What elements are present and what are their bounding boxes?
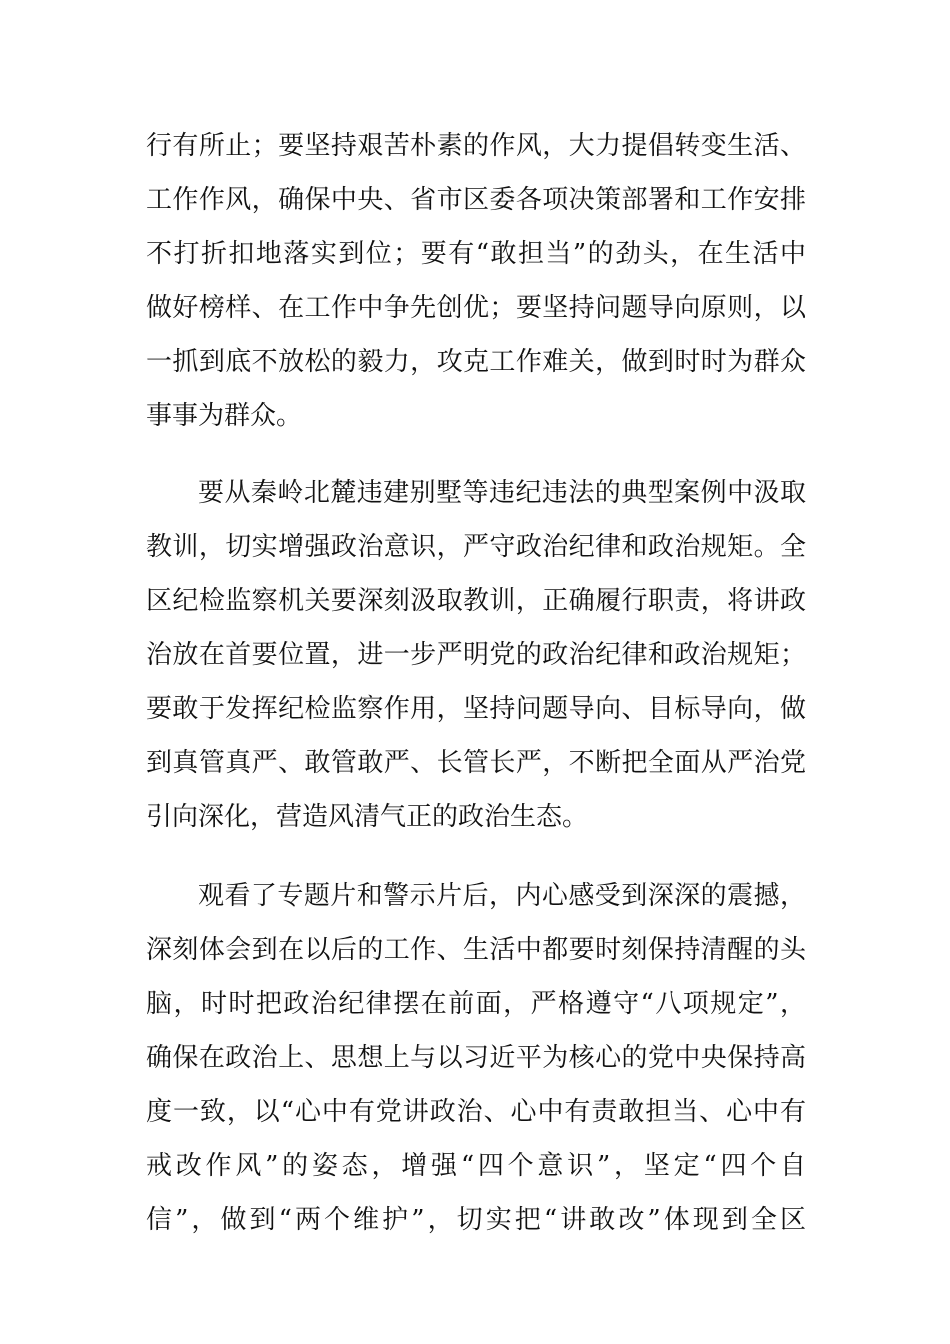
- text-line: 引向深化，营造风清气正的政治生态。: [146, 802, 589, 832]
- text-line: 要从秦岭北麓违建别墅等违纪违法的典型案例中汲取: [198, 478, 806, 508]
- text-line: 观看了专题片和警示片后，内心感受到深深的震撼，: [198, 881, 806, 911]
- text-line: 信”，做到“两个维护”，切实把“讲敢改”体现到全区: [146, 1205, 806, 1235]
- text-line: 要敢于发挥纪检监察作用，坚持问题导向、目标导向，做: [146, 694, 806, 724]
- paragraph-3: [146, 869, 806, 1247]
- text-line: 行有所止；要坚持艰苦朴素的作风，大力提倡转变生活、: [146, 131, 806, 161]
- text-line: 事事为群众。: [146, 401, 303, 431]
- text-line: 做好榜样、在工作中争先创优；要坚持问题导向原则，以: [146, 293, 806, 323]
- text-line: 治放在首要位置，进一步严明党的政治纪律和政治规矩；: [146, 640, 806, 670]
- text-line: 深刻体会到在以后的工作、生活中都要时刻保持清醒的头: [146, 935, 806, 965]
- text-line: 度一致，以“心中有党讲政治、心中有责敢担当、心中有: [146, 1097, 806, 1127]
- paragraph-1: [146, 119, 806, 443]
- text-line: 脑，时时把政治纪律摆在前面，严格遵守“八项规定”，: [146, 989, 806, 1019]
- text-line: 戒改作风”的姿态，增强“四个意识”，坚定“四个自: [146, 1151, 806, 1181]
- text-line: 一抓到底不放松的毅力，攻克工作难关，做到时时为群众: [146, 347, 806, 377]
- text-line: 区纪检监察机关要深刻汲取教训，正确履行职责，将讲政: [146, 586, 806, 616]
- text-line: 不打折扣地落实到位；要有“敢担当”的劲头，在生活中: [146, 239, 806, 269]
- paragraph-2: [146, 466, 806, 844]
- text-line: 教训，切实增强政治意识，严守政治纪律和政治规矩。全: [146, 532, 806, 562]
- text-line: 到真管真严、敢管敢严、长管长严，不断把全面从严治党: [146, 748, 806, 778]
- text-line: 确保在政治上、思想上与以习近平为核心的党中央保持高: [146, 1043, 806, 1073]
- text-line: 工作作风，确保中央、省市区委各项决策部署和工作安排: [146, 185, 806, 215]
